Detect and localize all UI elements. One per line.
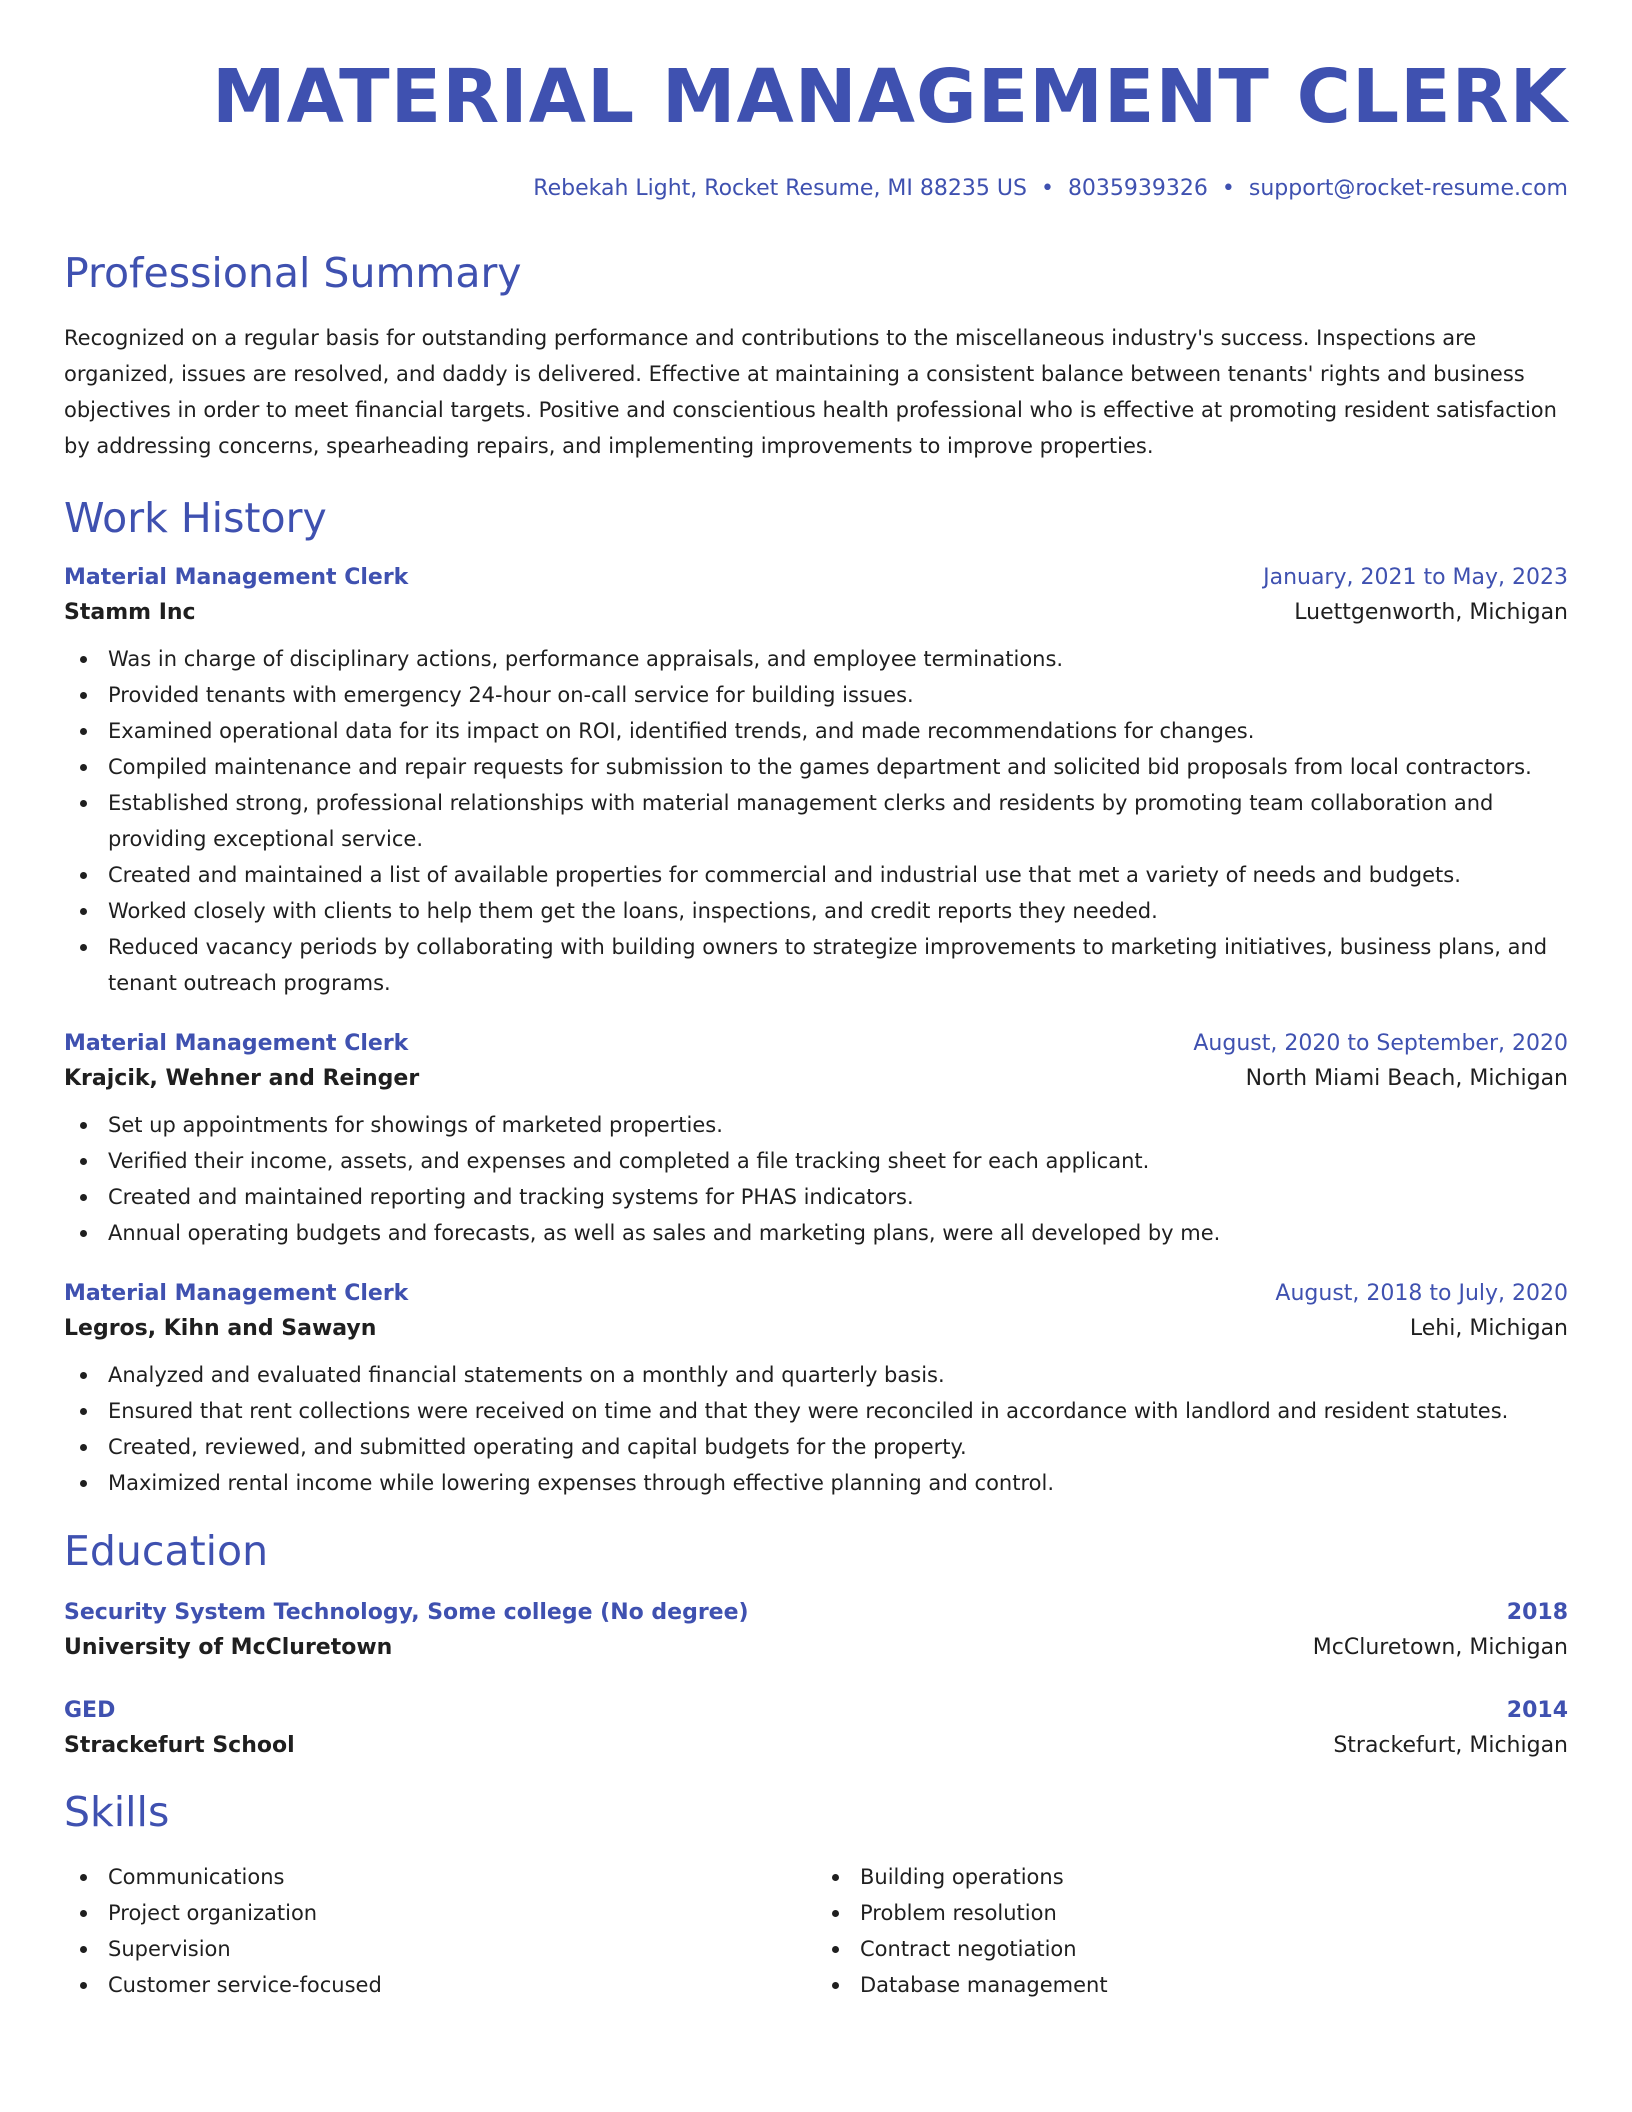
education-entry xyxy=(64,1698,1568,1758)
job-header xyxy=(64,1281,1568,1306)
job-dates: August, 2020 to September, 2020 xyxy=(1193,1031,1568,1056)
skills-column-left xyxy=(64,1859,816,2003)
skill-item: Contract negotiation xyxy=(816,1931,1568,1967)
job-subheader xyxy=(64,600,1568,625)
job-role: Material Management Clerk xyxy=(64,1281,409,1306)
job-bullet: Reduced vacancy periods by collaborating with building owners to strategize improvements to marketing initiatives, business plans, and tenant outreach programs. xyxy=(64,929,1568,1001)
education-heading: Education xyxy=(64,1527,269,1575)
job-company: Krajcik, Wehner and Reinger xyxy=(64,1066,420,1091)
job-bullet: Ensured that rent collections were received on time and that they were reconciled in accordance with landlord and resident statutes. xyxy=(64,1393,1568,1429)
job-bullet: Worked closely with clients to help them get the loans, inspections, and credit reports they needed. xyxy=(64,893,1568,929)
job-bullets xyxy=(64,641,1568,1001)
education-header xyxy=(64,1698,1568,1723)
skills-column-right xyxy=(816,1859,1568,2003)
education-entry xyxy=(64,1600,1568,1660)
job-location: North Miami Beach, Michigan xyxy=(1245,1066,1568,1091)
skill-item: Problem resolution xyxy=(816,1895,1568,1931)
skill-item: Supervision xyxy=(64,1931,816,1967)
education-location: Strackefurt, Michigan xyxy=(1333,1733,1568,1758)
job-bullet: Was in charge of disciplinary actions, performance appraisals, and employee terminations. xyxy=(64,641,1568,677)
job-entry xyxy=(64,1281,1568,1501)
education-location: McCluretown, Michigan xyxy=(1312,1635,1568,1660)
contact-email[interactable]: support@rocket-resume.com xyxy=(1248,176,1568,201)
education-year: 2014 xyxy=(1506,1698,1568,1723)
job-subheader xyxy=(64,1316,1568,1341)
summary-text: Recognized on a regular basis for outstanding performance and contributions to the miscellaneous industry's success. Inspections are organized, issues are resolved, and daddy is delivered. Effective at maintaining a consistent balance between tenants' rights and business objectives in order to meet financial targets. Positive and conscientious health professional who is effective at promoting resident satisfaction by addressing concerns, spearheading repairs, and implementing improvements to improve properties. xyxy=(64,326,1557,458)
job-bullet: Maximized rental income while lowering expenses through effective planning and control. xyxy=(64,1465,1568,1501)
education-header xyxy=(64,1600,1568,1625)
job-bullet: Compiled maintenance and repair requests for submission to the games department and solicited bid proposals from local contractors. xyxy=(64,749,1568,785)
work-history-heading: Work History xyxy=(64,494,327,542)
job-bullet: Set up appointments for showings of marketed properties. xyxy=(64,1107,1568,1143)
education-degree: GED xyxy=(64,1698,116,1723)
job-bullet: Provided tenants with emergency 24-hour on-call service for building issues. xyxy=(64,677,1568,713)
contact-separator: • xyxy=(1040,176,1054,201)
contact-separator: • xyxy=(1221,176,1235,201)
summary-heading: Professional Summary xyxy=(64,249,522,297)
job-bullets xyxy=(64,1107,1568,1251)
job-bullets xyxy=(64,1357,1568,1501)
job-bullet: Established strong, professional relationships with material management clerks and residents by promoting team collaboration and providing exceptional service. xyxy=(64,785,1568,857)
job-entry xyxy=(64,1031,1568,1251)
job-location: Luettgenworth, Michigan xyxy=(1294,600,1568,625)
job-header xyxy=(64,565,1568,590)
skill-item: Database management xyxy=(816,1967,1568,2003)
job-bullet: Created and maintained a list of available properties for commercial and industrial use that met a variety of needs and budgets. xyxy=(64,857,1568,893)
job-dates: January, 2021 to May, 2023 xyxy=(1263,565,1568,590)
education-school: Strackefurt School xyxy=(64,1733,295,1758)
job-bullet: Annual operating budgets and forecasts, as well as sales and marketing plans, were all developed by me. xyxy=(64,1215,1568,1251)
contact-line xyxy=(64,176,1568,201)
job-bullet: Created and maintained reporting and tracking systems for PHAS indicators. xyxy=(64,1179,1568,1215)
job-company: Legros, Kihn and Sawayn xyxy=(64,1316,377,1341)
skills-heading: Skills xyxy=(64,1788,170,1836)
job-bullet: Analyzed and evaluated financial statements on a monthly and quarterly basis. xyxy=(64,1357,1568,1393)
job-bullet: Created, reviewed, and submitted operating and capital budgets for the property. xyxy=(64,1429,1568,1465)
skill-item: Customer service-focused xyxy=(64,1967,816,2003)
skill-item: Communications xyxy=(64,1859,816,1895)
job-location: Lehi, Michigan xyxy=(1409,1316,1568,1341)
resume-title: MATERIAL MANAGEMENT CLERK xyxy=(212,54,1568,140)
education-subheader xyxy=(64,1635,1568,1660)
education-subheader xyxy=(64,1733,1568,1758)
contact-phone: 8035939326 xyxy=(1067,176,1208,201)
job-bullet: Verified their income, assets, and expenses and completed a file tracking sheet for each applicant. xyxy=(64,1143,1568,1179)
skill-item: Building operations xyxy=(816,1859,1568,1895)
job-role: Material Management Clerk xyxy=(64,1031,409,1056)
education-degree: Security System Technology, Some college (No degree) xyxy=(64,1600,749,1625)
skills-list xyxy=(64,1859,1568,2003)
job-entry xyxy=(64,565,1568,1001)
education-school: University of McCluretown xyxy=(64,1635,393,1660)
job-bullet: Examined operational data for its impact on ROI, identified trends, and made recommendations for changes. xyxy=(64,713,1568,749)
education-year: 2018 xyxy=(1506,1600,1568,1625)
job-company: Stamm Inc xyxy=(64,600,196,625)
skill-item: Project organization xyxy=(64,1895,816,1931)
job-dates: August, 2018 to July, 2020 xyxy=(1275,1281,1568,1306)
job-role: Material Management Clerk xyxy=(64,565,409,590)
contact-address: Rebekah Light, Rocket Resume, MI 88235 US xyxy=(533,176,1027,201)
job-header xyxy=(64,1031,1568,1056)
job-subheader xyxy=(64,1066,1568,1091)
